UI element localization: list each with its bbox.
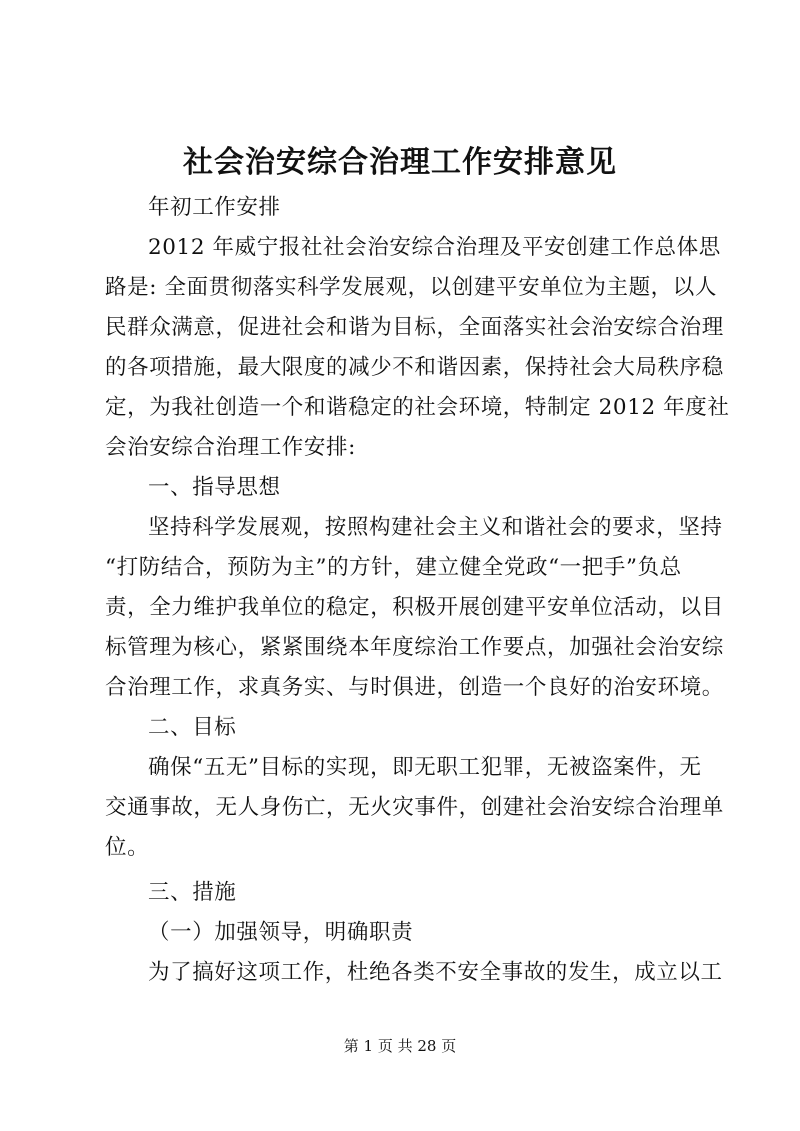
- section-heading: 二、目标: [148, 715, 237, 740]
- body-line: 标管理为核心，紧紧围绕本年度综治工作要点，加强社会治安综: [105, 635, 724, 660]
- body-line: “打防结合，预防为主”的方针，建立健全党政“一把手”负总: [105, 555, 682, 580]
- body-line: 民群众满意，促进社会和谐为目标，全面落实社会治安综合治理: [105, 315, 724, 340]
- body-line: 交通事故，无人身伤亡，无火灾事件，创建社会治安综合治理单: [105, 795, 724, 820]
- subsection-heading: （一）加强领导，明确职责: [148, 920, 414, 945]
- body-line: 责，全力维护我单位的稳定，积极开展创建平安单位活动，以目: [105, 595, 724, 620]
- body-line: 路是: 全面贯彻落实科学发展观，以创建平安单位为主题，以人: [105, 275, 717, 300]
- body-line: 确保“五无”目标的实现，即无职工犯罪，无被盗案件，无: [148, 755, 702, 780]
- body-line: 位。: [105, 835, 150, 860]
- body-line: 坚持科学发展观，按照构建社会主义和谐社会的要求，坚持: [148, 515, 723, 540]
- body-line: 合治理工作，求真务实、与时俱进，创造一个良好的治安环境。: [105, 675, 724, 700]
- body-line: 的各项措施，最大限度的减少不和谐因素，保持社会大局秩序稳: [105, 355, 724, 380]
- body-line: 定，为我社创造一个和谐稳定的社会环境，特制定 2012 年度社: [105, 395, 730, 420]
- section-heading: 一、指导思想: [148, 475, 281, 500]
- body-line: 2012 年威宁报社社会治安综合治理及平安创建工作总体思: [148, 235, 721, 260]
- body-line: 为了搞好这项工作，杜绝各类不安全事故的发生，成立以工: [148, 960, 723, 985]
- section-heading: 三、措施: [148, 880, 237, 905]
- page-number: 第 1 页 共 28 页: [343, 1037, 457, 1055]
- body-line: 年初工作安排: [148, 195, 281, 220]
- body-line: 会治安综合治理工作安排:: [105, 435, 356, 460]
- document-title: 社会治安综合治理工作安排意见: [183, 145, 617, 180]
